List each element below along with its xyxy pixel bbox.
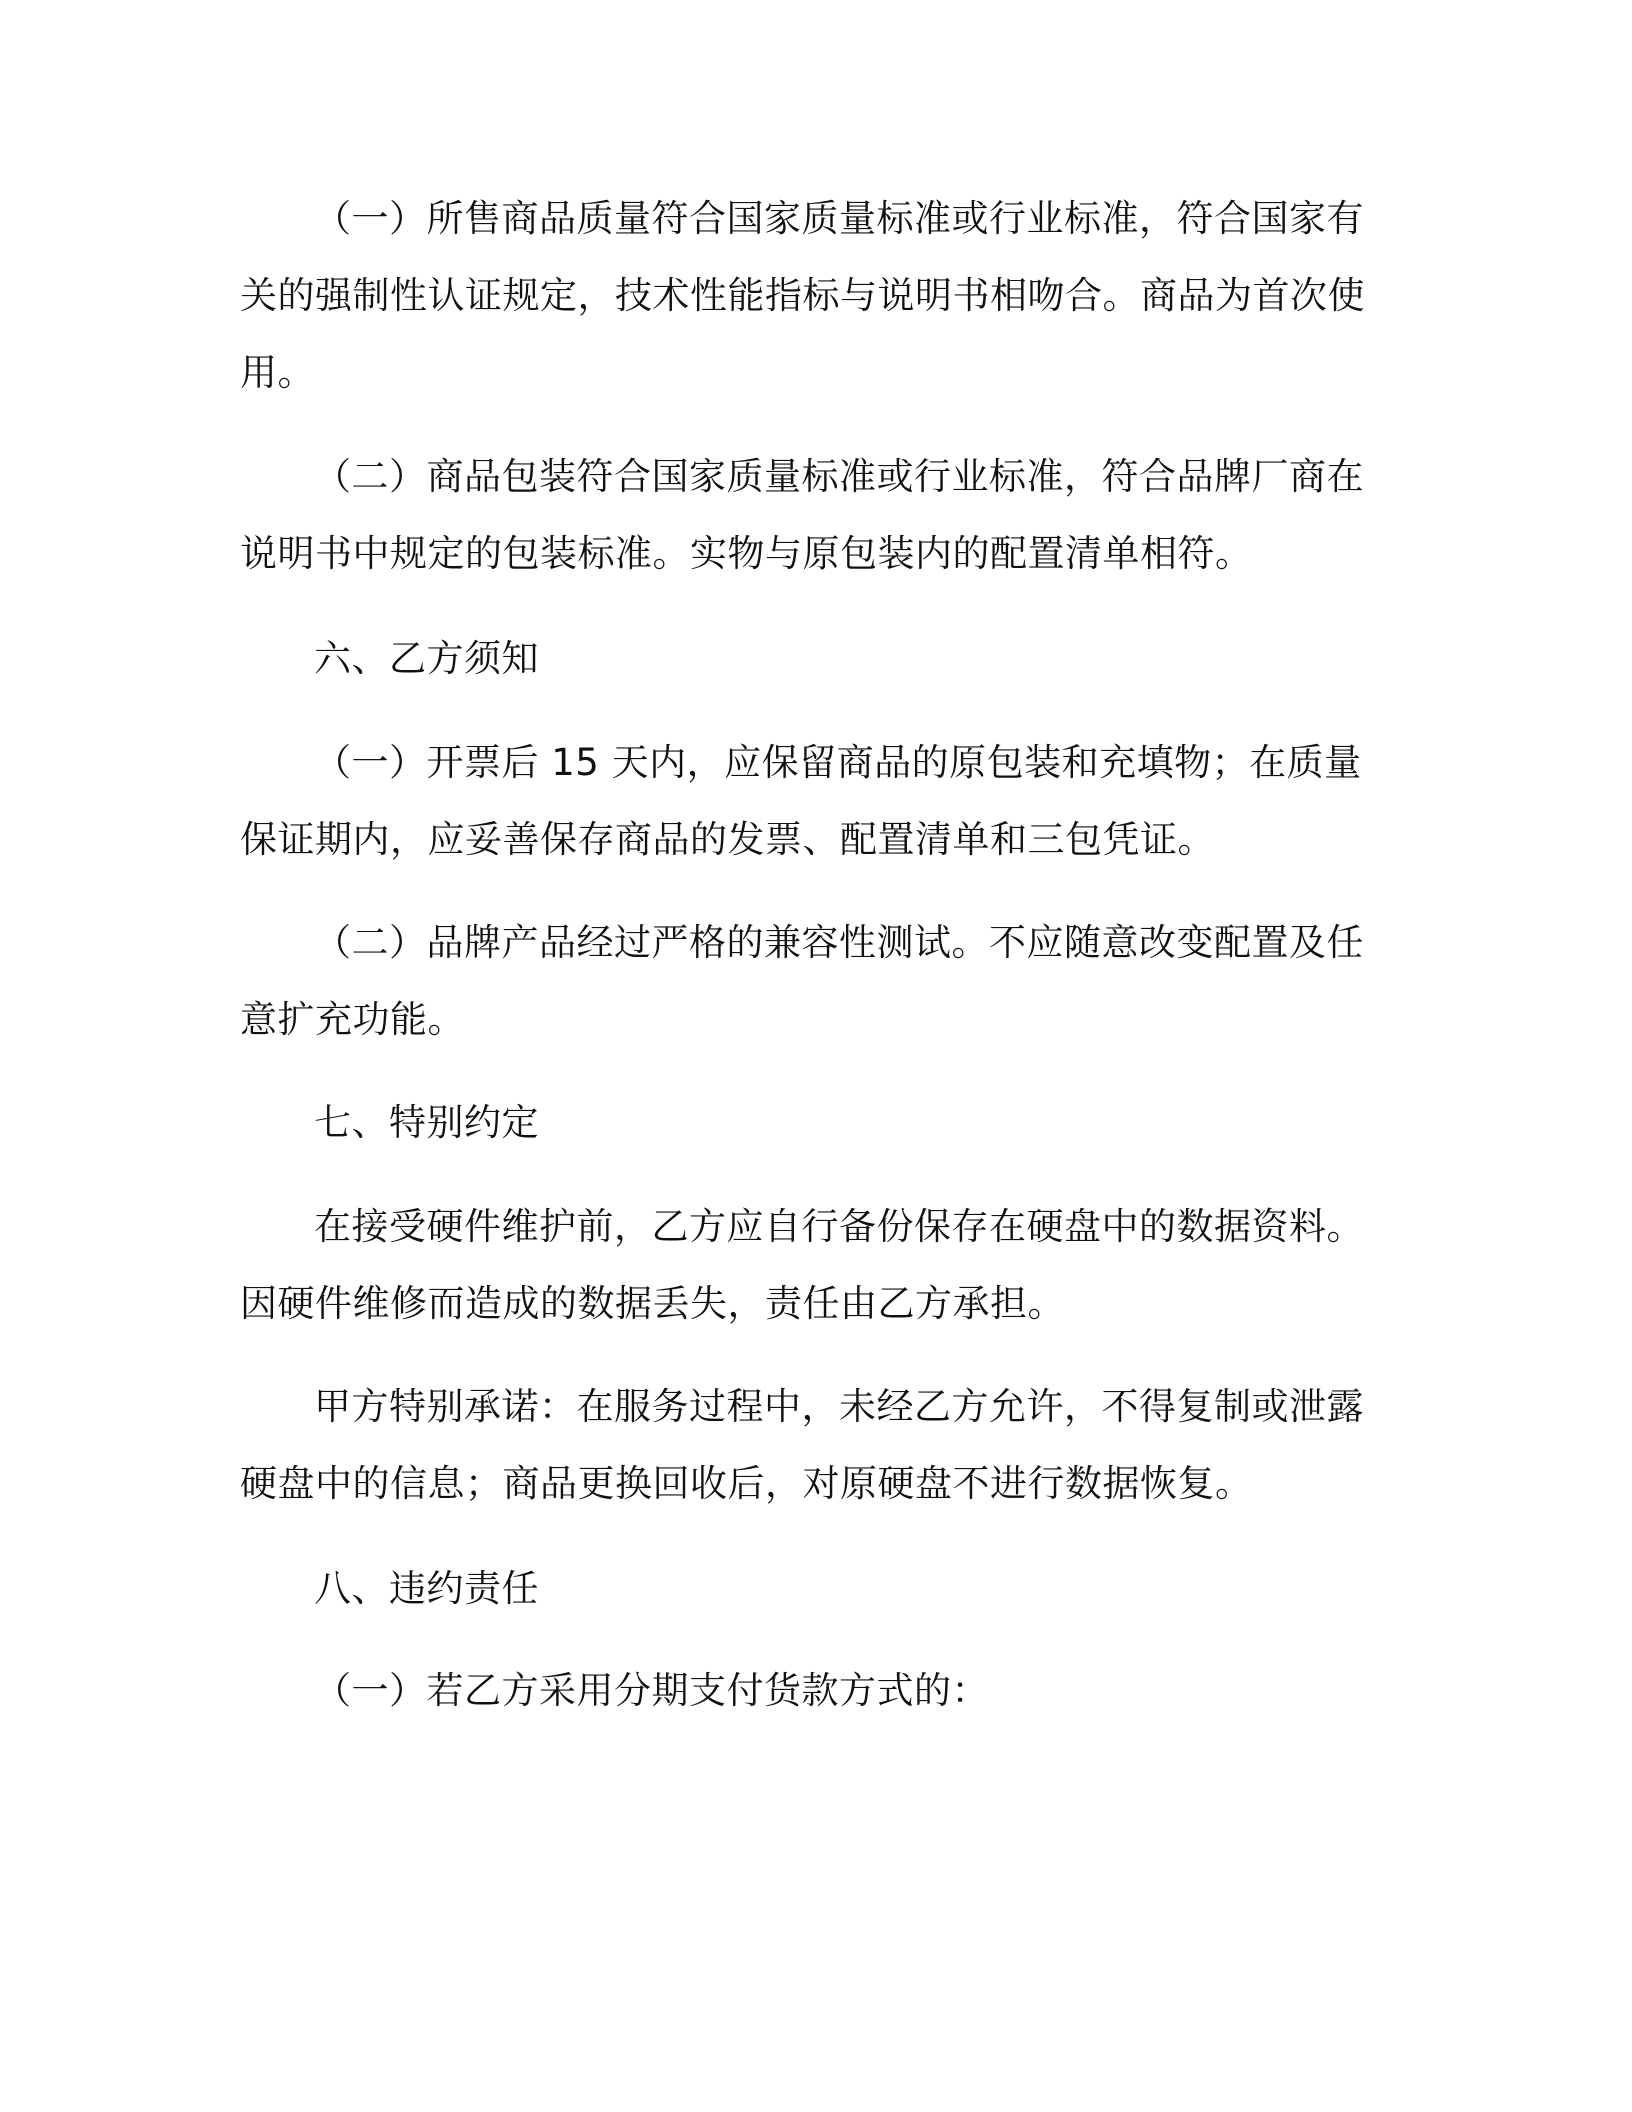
paragraph-packaging-standard: （二）商品包装符合国家质量标准或行业标准，符合品牌厂商在说明书中规定的包装标准。实物与原包装内的配置清单相符。 xyxy=(240,455,1364,575)
paragraph-quality-standard: （一）所售商品质量符合国家质量标准或行业标准，符合国家有关的强制性认证规定，技术性能指标与说明书相吻合。商品为首次使用。 xyxy=(240,197,1365,394)
paragraph-keep-packaging: （一）开票后 15 天内，应保留商品的原包装和充填物；在质量保证期内，应妥善保存商品的发票、配置清单和三包凭证。 xyxy=(240,741,1362,861)
section-heading-8: 八、违约责任 xyxy=(314,1567,539,1610)
paragraph-installment: （一）若乙方采用分期支付货款方式的： xyxy=(314,1669,989,1712)
paragraph-data-backup: 在接受硬件维护前，乙方应自行备份保存在硬盘中的数据资料。因硬件维修而造成的数据丢失，责任由乙方承担。 xyxy=(240,1205,1364,1325)
paragraph-special-promise: 甲方特别承诺：在服务过程中，未经乙方允许，不得复制或泄露硬盘中的信息；商品更换回收后，对原硬盘不进行数据恢复。 xyxy=(240,1385,1364,1505)
section-heading-6: 六、乙方须知 xyxy=(314,637,539,680)
section-heading-7: 七、特别约定 xyxy=(314,1101,539,1144)
paragraph-compatibility: （二）品牌产品经过严格的兼容性测试。不应随意改变配置及任意扩充功能。 xyxy=(240,921,1364,1041)
